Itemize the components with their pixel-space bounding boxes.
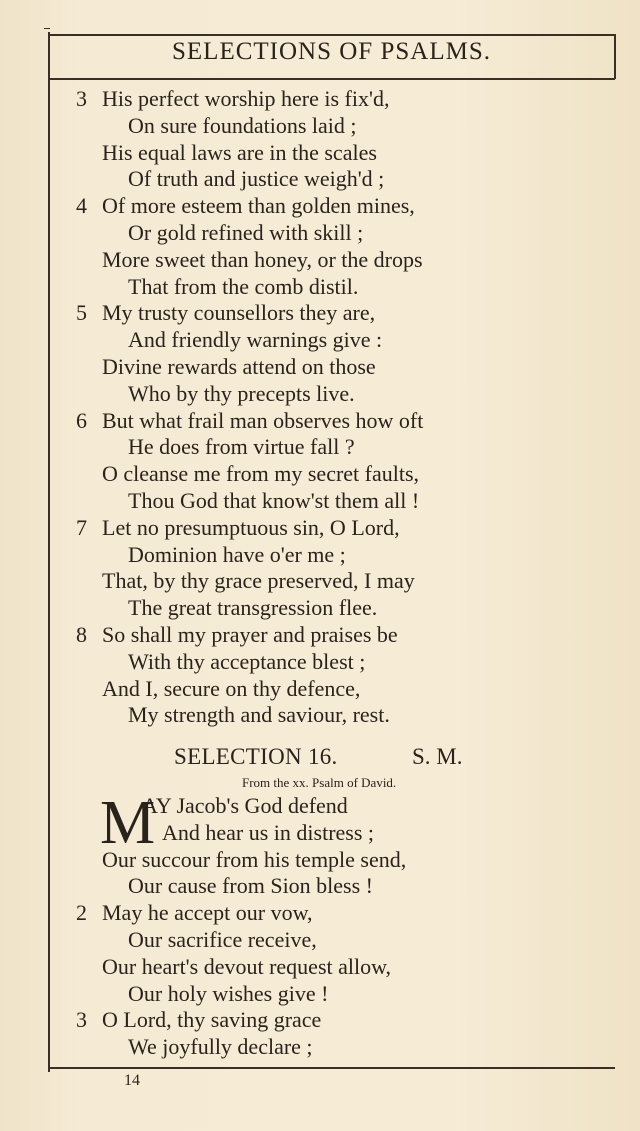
verse-line bbox=[76, 568, 606, 595]
verse-text: But what frail man observes how oft bbox=[102, 407, 424, 433]
stanza bbox=[76, 622, 606, 729]
verse-line bbox=[76, 873, 606, 900]
verse-text: More sweet than honey, or the drops bbox=[102, 246, 423, 272]
verse-text: That from the comb distil. bbox=[128, 273, 359, 299]
verse-line bbox=[76, 515, 606, 542]
verse-text: AY Jacob's God defend bbox=[142, 793, 348, 818]
verse-line bbox=[76, 793, 606, 820]
stanza-number: 8 bbox=[76, 621, 87, 647]
verse-line bbox=[76, 247, 606, 274]
verse-text: My trusty counsellors they are, bbox=[102, 300, 376, 326]
verse-line bbox=[76, 954, 606, 981]
verse-line bbox=[76, 193, 606, 220]
frame-top-rule bbox=[48, 34, 615, 36]
stanza bbox=[76, 900, 606, 1007]
page-number: 14 bbox=[124, 1072, 140, 1089]
verse-line bbox=[76, 1007, 606, 1034]
verse-text: O Lord, thy saving grace bbox=[102, 1007, 322, 1033]
stanza-number: 7 bbox=[76, 514, 87, 540]
verse-text: We joyfully declare ; bbox=[128, 1034, 313, 1060]
verse-line bbox=[76, 847, 606, 874]
stanza-number: 6 bbox=[76, 407, 87, 433]
selection-meter: S. M. bbox=[412, 744, 463, 769]
verse-text: That, by thy grace preserved, I may bbox=[102, 568, 415, 594]
stanza-number: 5 bbox=[76, 300, 87, 326]
verse-text: And hear us in distress ; bbox=[162, 819, 375, 845]
selection-heading: SELECTION 16. bbox=[174, 744, 338, 769]
page-header-title: SELECTIONS OF PSALMS. bbox=[172, 38, 491, 65]
verse-line bbox=[76, 649, 606, 676]
verse-text: On sure foundations laid ; bbox=[128, 112, 357, 138]
verse-line bbox=[76, 408, 606, 435]
verse-line bbox=[76, 676, 606, 703]
verse-line bbox=[76, 86, 606, 113]
verse-line bbox=[76, 461, 606, 488]
stanza bbox=[76, 1007, 606, 1061]
stanza bbox=[76, 300, 606, 407]
verse-line bbox=[76, 300, 606, 327]
verse-text: Dominion have o'er me ; bbox=[128, 541, 346, 567]
verse-text: His perfect worship here is fix'd, bbox=[102, 86, 390, 111]
verse-text: The great transgression flee. bbox=[128, 595, 378, 621]
verse-text: May he accept our vow, bbox=[102, 900, 313, 926]
header-rule bbox=[48, 78, 615, 80]
verse-text: And I, secure on thy defence, bbox=[102, 675, 361, 701]
verse-line bbox=[76, 488, 606, 515]
verse-text: Of truth and justice weigh'd ; bbox=[128, 166, 385, 192]
footer-rule bbox=[48, 1067, 615, 1069]
verse-line bbox=[76, 542, 606, 569]
verse-text: So shall my prayer and praises be bbox=[102, 621, 398, 647]
verse-line bbox=[76, 820, 606, 847]
stanza-number: 3 bbox=[76, 1007, 87, 1033]
selection-subtitle: From the xx. Psalm of David. bbox=[242, 775, 397, 790]
verse-text: Of more esteem than golden mines, bbox=[102, 193, 415, 219]
frame-left-rule bbox=[48, 32, 50, 1072]
drop-cap: M bbox=[100, 789, 156, 857]
stanza-number: 2 bbox=[76, 900, 87, 926]
verse-line bbox=[76, 900, 606, 927]
verse-line bbox=[76, 434, 606, 461]
verse-line bbox=[76, 595, 606, 622]
verse-line bbox=[76, 274, 606, 301]
verse-text: With thy acceptance blest ; bbox=[128, 648, 366, 674]
psalm-stanzas bbox=[76, 86, 606, 729]
verse-text: He does from virtue fall ? bbox=[128, 434, 355, 460]
stanza-number: 3 bbox=[76, 86, 87, 111]
verse-line bbox=[76, 981, 606, 1008]
verse-text: Our heart's devout request allow, bbox=[102, 953, 392, 979]
stanza bbox=[76, 515, 606, 622]
selection-stanzas bbox=[76, 789, 606, 1061]
verse-line bbox=[76, 381, 606, 408]
verse-line bbox=[76, 702, 606, 729]
verse-text: Thou God that know'st them all ! bbox=[128, 487, 420, 513]
verse-text: Who by thy precepts live. bbox=[128, 380, 355, 406]
verse-text: Our holy wishes give ! bbox=[128, 980, 329, 1006]
verse-text: Or gold refined with skill ; bbox=[128, 219, 364, 245]
stanza bbox=[76, 789, 606, 900]
verse-text: Let no presumptuous sin, O Lord, bbox=[102, 514, 400, 540]
verse-text: And friendly warnings give : bbox=[128, 327, 383, 353]
verse-text: Our cause from Sion bless ! bbox=[128, 873, 374, 899]
verse-line bbox=[76, 140, 606, 167]
verse-line bbox=[76, 166, 606, 193]
verse-text: His equal laws are in the scales bbox=[102, 139, 377, 165]
verse-text: O cleanse me from my secret faults, bbox=[102, 461, 420, 487]
stanza bbox=[76, 193, 606, 300]
verse-text: Our succour from his temple send, bbox=[102, 846, 407, 872]
verse-line bbox=[76, 1034, 606, 1061]
verse-line bbox=[76, 113, 606, 140]
verse-line bbox=[76, 220, 606, 247]
verse-line bbox=[76, 327, 606, 354]
verse-line bbox=[76, 622, 606, 649]
verse-text: My strength and saviour, rest. bbox=[128, 702, 390, 728]
stanza bbox=[76, 408, 606, 515]
stanza bbox=[76, 86, 606, 193]
verse-text: Our sacrifice receive, bbox=[128, 926, 317, 952]
verse-line bbox=[76, 927, 606, 954]
verse-text: Divine rewards attend on those bbox=[102, 353, 376, 379]
stanza-number: 4 bbox=[76, 193, 87, 219]
verse-line bbox=[76, 354, 606, 381]
